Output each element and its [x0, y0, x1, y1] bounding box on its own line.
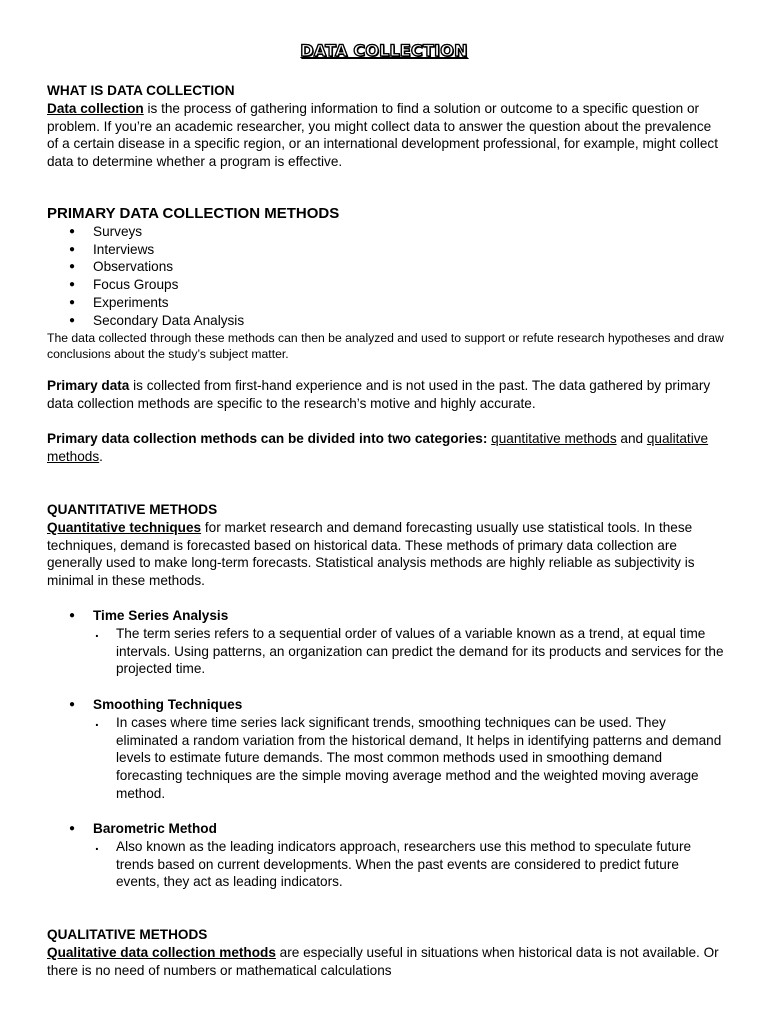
section-primary-methods [47, 205, 724, 363]
list-item: ● Experiments [47, 294, 724, 312]
document-title: DATA COLLECTION [300, 41, 468, 60]
heading-qualitative: QUALITATIVE METHODS [47, 927, 208, 942]
term-qualitative-methods: Qualitative data collection methods [47, 944, 276, 960]
method-title: ● Smoothing Techniques [47, 696, 724, 714]
term-data-collection: Data collection [47, 100, 144, 116]
method-description [47, 714, 724, 803]
heading-what-is: WHAT IS DATA COLLECTION [47, 83, 235, 98]
method-barometric [47, 820, 724, 891]
list-item: ● Secondary Data Analysis [47, 312, 724, 330]
primary-methods-note: The data collected through these methods can then be analyzed and used to support or refute research hypotheses and draw conclusions about the study’s subject matter. [47, 330, 724, 362]
link-qualitative-methods[interactable]: qualitative methods [47, 431, 709, 464]
list-item: ● Observations [47, 258, 724, 276]
primary-methods-list [47, 223, 724, 330]
term-quantitative-techniques: Quantitative techniques [47, 519, 202, 535]
text-categories-lead: Primary data collection methods can be divided into two categories: [47, 431, 488, 446]
method-text: The term series refers to a sequential order of values of a variable known as a trend, at equal time intervals. Using patterns, an organization can predict the demand for its products and services for the projected time. [116, 625, 724, 677]
link-quantitative-methods[interactable]: quantitative methods [491, 431, 617, 446]
list-item: ● Focus Groups [47, 276, 724, 294]
paragraph-qualitative [47, 944, 724, 980]
section-what-is [47, 82, 724, 171]
sub-bullet-icon: . [95, 837, 99, 853]
paragraph-quantitative [47, 519, 724, 590]
sub-bullet-icon: . [95, 713, 99, 729]
paragraph-what-is [47, 100, 724, 171]
list-item: ● Interviews [47, 241, 724, 259]
sub-bullet-icon: . [95, 624, 99, 640]
method-title: ● Time Series Analysis [47, 607, 724, 625]
text-quantitative-body: for market research and demand forecasting usually use statistical tools. In these techniques, demand is forecasted based on historical data. These methods of primary data collection are generally used to make long-term forecasts. Statistical analysis methods are highly reliable as subjectivity is minimal in these methods. [47, 519, 695, 589]
text-qualitative-body: are especially useful in situations when historical data is not available. Or there is no need of numbers or mathematical calculations [47, 944, 719, 978]
paragraph-categories [47, 430, 724, 466]
method-description [47, 838, 724, 891]
method-time-series [47, 607, 724, 678]
heading-primary-methods: PRIMARY DATA COLLECTION METHODS [47, 205, 340, 222]
section-primary-data [47, 377, 724, 413]
method-text: Also known as the leading indicators approach, researchers use this method to speculate future trends based on current developments. When the past events are considered to predict future events, they act as leading indicators. [116, 838, 692, 890]
method-smoothing [47, 696, 724, 803]
paragraph-primary-data [47, 377, 724, 413]
section-categories [47, 430, 724, 466]
method-title: ● Barometric Method [47, 820, 724, 838]
section-qualitative [47, 926, 724, 979]
term-primary-data: Primary data [47, 378, 130, 393]
method-text: In cases where time series lack significant trends, smoothing techniques can be used. They eliminated a random variation from the historical demand, It helps in identifying patterns and demand levels to estimate future demands. The most common methods used in smoothing demand forecasting techniques are the simple moving average method and the weighted moving average method. [116, 714, 722, 801]
list-item: ● Surveys [47, 223, 724, 241]
text-what-is-body: is the process of gathering information to find a solution or outcome to a specific question or problem. If you’re an academic researcher, you might collect data to answer the question about the prevalence of a certain disease in a specific region, or an international development professional, for example, might collect data to determine whether a program is effective. [47, 100, 718, 170]
text-and: and [616, 431, 644, 446]
method-description [47, 625, 724, 678]
section-quantitative [47, 501, 724, 590]
text-primary-data-body: is collected from first-hand experience and is not used in the past. The data gathered by primary data collection methods are specific to the research’s motive and highly accurate. [47, 378, 711, 411]
text-period: . [99, 448, 103, 464]
heading-quantitative: QUANTITATIVE METHODS [47, 502, 218, 517]
